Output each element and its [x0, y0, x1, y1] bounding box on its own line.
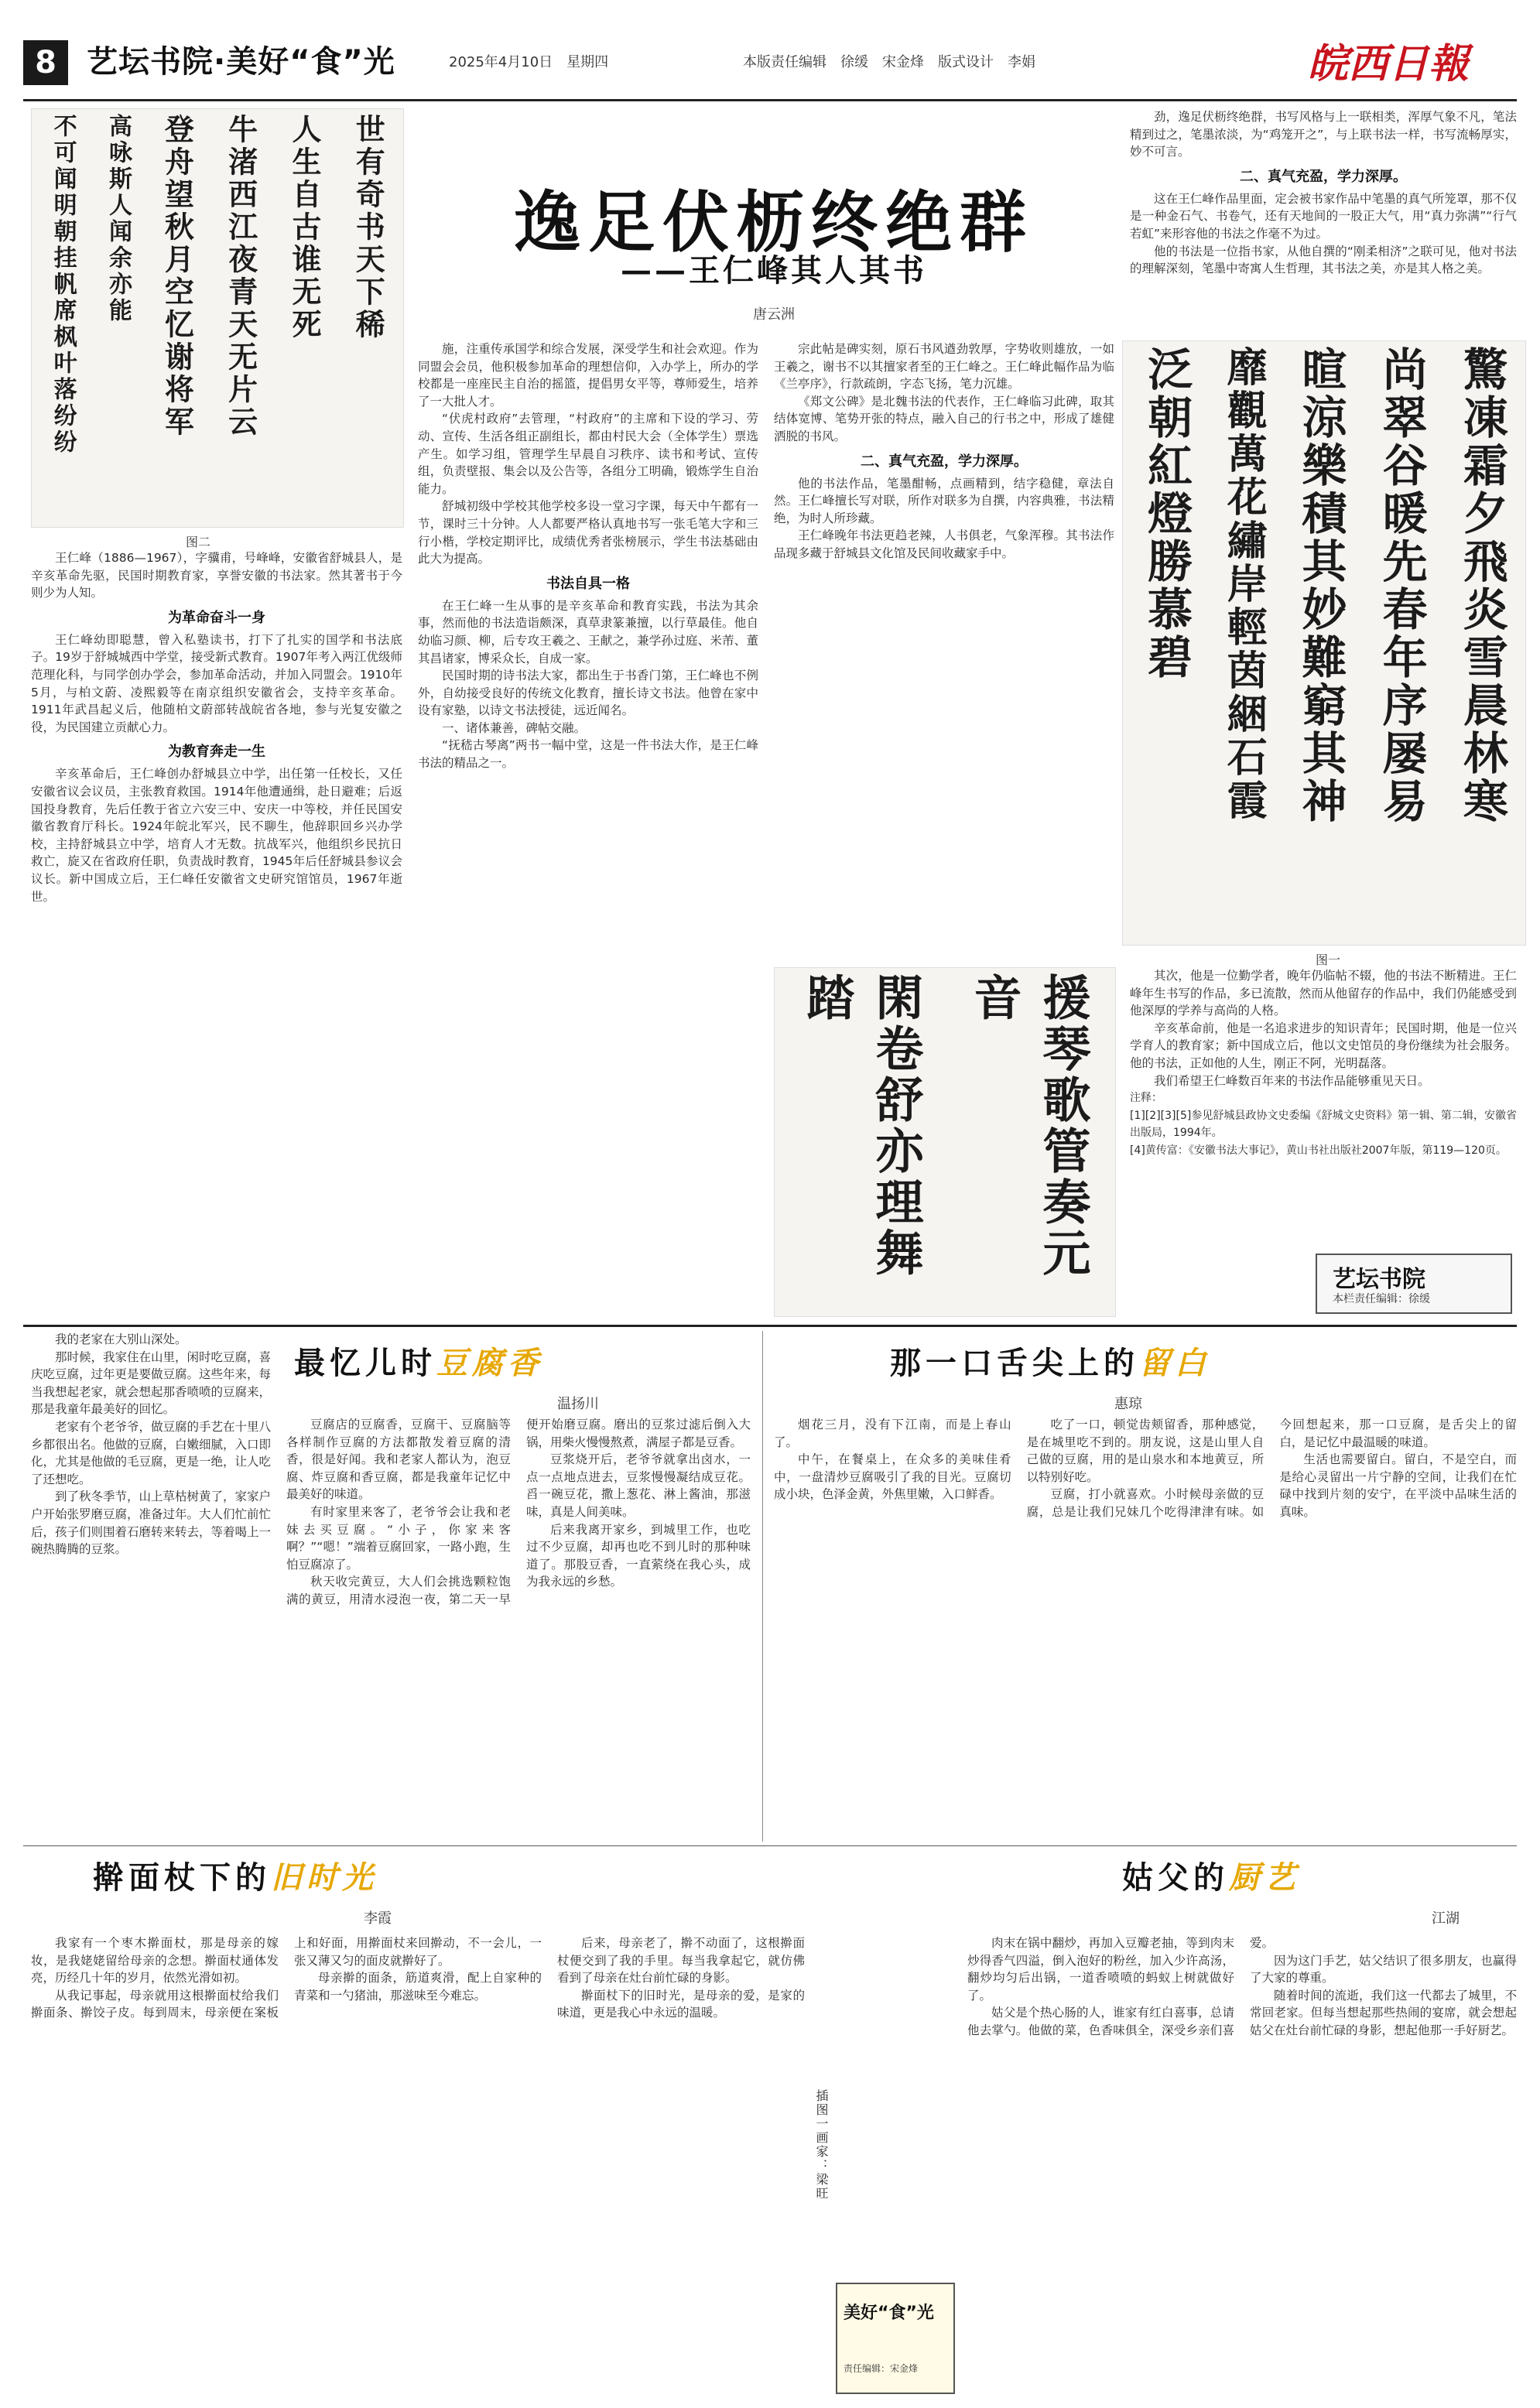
paragraph: 我们希望王仁峰数百年来的书法作品能够重见天日。 [1154, 1073, 1430, 1088]
paragraph: 《郑文公碑》是北魏书法的代表作，王仁峰临习此碑，取其结体宽博、笔势开张的特点，融入自己的行书之中，形成了雄健洒脱的书风。 [774, 394, 1114, 443]
article-2-body [774, 1416, 1517, 1834]
calli-line: 牛渚西江夜青天无片云 [223, 114, 258, 439]
paragraph: 他的书法是一位指书家，从他自撰的“刚柔相济”之联可见，他对书法的理解深刻，笔墨中寄寓人生哲理，其书法之美，亦是其人格之美。 [1130, 244, 1517, 276]
paragraph: 其次，他是一位勤学者，晚年仍临帖不辍，他的书法不断精进。王仁峰年生书写的作品，多已流散，然而从他留存的作品中，我们仍能感受到他深厚的学养与高尚的人格。 [1130, 969, 1517, 1018]
article-1-title-highlight: 豆腐香 [436, 1345, 543, 1381]
article-1-title [294, 1339, 543, 1383]
paragraph: 从我记事起，母亲就用这根擀面杖给我们擀面条、擀饺子皮。每到周末，母亲便在案板上和好面，用擀面杖来回擀动，不一会儿，一张又薄又匀的面皮就擀好了。 [31, 1936, 542, 2020]
article-3-title-highlight: 旧时光 [271, 1859, 378, 1896]
paragraph: 舒城初级中学校其他学校多设一堂习字课，每天中午都有一节，课时三十分钟。人人都要严格认真地书写一张毛笔大字和三行小楷，学校定期评比，成绩优秀者张榜展示，学生书法基础由此大为提高。 [418, 499, 758, 566]
article-2-title [890, 1339, 1210, 1383]
paragraph: 随着时间的流逝，我们这一代都去了城里，不常回老家。但每当想起那些热闹的宴席，就会想起姑父在灶台前忙碌的身影，想起他那一手好厨艺。 [1250, 1988, 1517, 2037]
calli-line: 人生自古谁无死 [286, 114, 322, 341]
article-4-body [967, 1934, 1517, 2391]
paragraph: 擀面杖下的旧时光，是母亲的爱，是家的味道，更是我心中永远的温暖。 [557, 1988, 805, 2020]
paragraph: 母亲擀的面条，筋道爽滑，配上自家种的青菜和一勺猪油，那滋味至今难忘。 [294, 1971, 542, 2003]
section-divider [23, 1325, 1517, 1327]
calli-line: 驚凍霜夕飛炎雪晨林寒 [1455, 346, 1508, 826]
paragraph: 辛亥革命前，他是一名追求进步的知识青年；民国时期，他是一位兴学育人的教育家；新中国成立后，他以文史馆员的身份继续为社会服务。他的书法，正如他的人生，刚正不阿，光明磊落。 [1130, 1021, 1517, 1070]
feature-author: 唐云洲 [753, 306, 795, 323]
figure-caption: 图一 [1316, 953, 1341, 967]
feature-col-3 [774, 340, 1114, 959]
paragraph: 王仁峰幼即聪慧，曾入私塾读书，打下了扎实的国学和书法底子。19岁于舒城城西中学堂，接受新式教育。1907年考入两江优级师范理化科，与同学创办学会，参加革命活动，并加入同盟会。1910年5月，与柏文蔚、凌熙毅等在南京组织安徽省会，支持辛亥革命。1911年武昌起义后，他随柏文蔚部转战皖省各地，参与光复安徽之役，为民国建立贡献心力。 [31, 632, 402, 734]
calli-line: 登舟望秋月空忆谢将军 [159, 114, 195, 439]
calligraphy-columns [32, 109, 403, 527]
calli-line: 世有奇书天下稀 [351, 114, 386, 341]
editors-line: 本版责任编辑 徐缓 宋金烽 版式设计 李娟 [743, 54, 1035, 70]
article-3-title [93, 1853, 378, 1897]
article-3-title-text: 擀面杖下的 [93, 1860, 271, 1896]
paragraph: “伏虎村政府”去管理，“村政府”的主席和下设的学习、劳动、宣传、生活各组正副组长，都由村民大会（全体学生）票选产生。如学习组，管理学生早晨自习秩序、读书和考试、宣传组，负责壁报、集会以及公告等，各组分工明确，锻炼学生自治能力。 [418, 412, 758, 496]
paragraph: 到了秋冬季节，山上草枯树黄了，家家户户开始张罗磨豆腐，准备过年。大人们忙前忙后，孩子们则围着石磨转来转去，等着喝上一碗热腾腾的豆浆。 [31, 1490, 271, 1557]
calli-line: 不可闻明朝挂帆席枫叶落纷纷 [49, 114, 77, 456]
feature-col-1 [31, 549, 402, 1315]
paragraph: 中午，在餐桌上，在众多的美味佳肴中，一盘清炒豆腐吸引了我的目光。豆腐切成小块，色泽金黄，外焦里嫩，入口鲜香。 [774, 1452, 1011, 1502]
column-logo-box [1316, 1254, 1512, 1314]
article-3-byline: 李霞 [364, 1910, 392, 1927]
calli-line: 暄涼樂積其妙難窮其神 [1294, 346, 1347, 826]
paragraph: 宗此帖是碑实刻，原石书风遒劲敦厚，字势收则雄放，一如王羲之，谢书不以其擅家者至的王仁峰之。王仁峰此幅作品为临《兰亭序》，行款疏朗，字态飞扬，笔力沉雄。 [774, 342, 1114, 392]
calli-line: 閑卷舒亦理舞踏 [799, 973, 924, 1279]
feature-col-4-top [1130, 108, 1517, 340]
calligraphy-figure-1 [1122, 340, 1526, 946]
notes-title: 注释： [1130, 1092, 1162, 1105]
paragraph: 他的书法作品，笔墨酣畅，点画精到，结字稳健，章法自然。王仁峰擅长写对联，所作对联多为自撰，内容典雅，书法精绝，为时人所珍藏。 [774, 476, 1114, 525]
note: [4]黄传富：《安徽书法大事记》，黄山书社出版社2007年版，第119—120页。 [1130, 1144, 1507, 1157]
section-divider [23, 1845, 1517, 1846]
paragraph: 我家有一个枣木擀面杖，那是母亲的嫁妆，是我姥姥留给母亲的念想。擀面杖通体发亮，历经几十年的岁月，依然光滑如初。 [31, 1936, 279, 1986]
paragraph: 后来，母亲老了，擀不动面了，这根擀面杖便交到了我的手里。每当我拿起它，就仿佛看到了母亲在灶台前忙碌的身影。 [557, 1936, 805, 1986]
column-editor: 本栏责任编辑：徐缓 [1333, 1293, 1430, 1305]
calligraphy-columns [775, 968, 1115, 1316]
feature-title: 逸足伏枥终绝群 [514, 183, 1034, 262]
feature-col-4-bottom [1130, 967, 1517, 1223]
article-4-title-highlight: 厨艺 [1229, 1859, 1300, 1896]
paragraph: 民国时期的诗书法大家，都出生于书香门第，王仁峰也不例外，自幼接受良好的传统文化教育，擅长诗文书法。他曾在家中设有家塾，以诗文书法授徒，远近闻名。 [418, 669, 758, 718]
column-box [836, 2283, 955, 2394]
paragraph: 豆腐店的豆腐香，豆腐干、豆腐脑等各样制作豆腐的方法都散发着豆腐的清香，很是好闻。我和老家人都认为，泡豆腐、炸豆腐和香豆腐，都是我童年记忆中最美好的味道。 [286, 1418, 511, 1502]
article-2-title-highlight: 留白 [1139, 1345, 1210, 1381]
section-title: 艺坛书院·美好“食”光 [87, 44, 395, 80]
section-heading: 二、真气充盈，学力深厚。 [861, 453, 1028, 470]
section-heading: 书法自具一格 [546, 575, 630, 592]
section-heading: 二、真气充盈，学力深厚。 [1240, 168, 1407, 185]
page-number: 8 [23, 40, 68, 85]
article-1-body [286, 1416, 751, 1834]
paragraph: 吃了一口，顿觉齿颊留香，那种感觉，是在城里吃不到的。朋友说，这是山里人自己做的豆腐，用的是山泉水和本地黄豆，所以特别好吃。 [1026, 1418, 1265, 1484]
article-4-title [1122, 1853, 1300, 1897]
header-rule [23, 99, 1517, 101]
paragraph: 一、诸体兼善，碑帖交融。 [442, 720, 587, 735]
paragraph: 秋天收完黄豆，大人们会挑选颗粒饱满的黄豆，用清水浸泡一夜，第二天一早便开始磨豆腐。磨出的豆浆过滤后倒入大锅，用柴火慢慢熬煮，满屋子都是豆香。 [286, 1418, 751, 1606]
paragraph: 那时候，我家住在山里，闲时吃豆腐，喜庆吃豆腐，过年更是要做豆腐。这些年来，每当我想起老家，就会想起那香喷喷的豆腐来，那是我童年最美好的回忆。 [31, 1349, 271, 1417]
paragraph: 我的老家在大别山深处。 [55, 1332, 187, 1346]
column-rule [762, 1331, 763, 1842]
article-3-body [31, 1934, 805, 2391]
article-4-byline: 江湖 [1432, 1910, 1460, 1927]
paragraph: 生活也需要留白。留白，不是空白，而是给心灵留出一片宁静的空间，让我们在忙碌中找到片刻的安宁，在平淡中品味生活的真味。 [1279, 1452, 1517, 1519]
section-heading: 为革命奋斗一身 [168, 609, 265, 626]
intro-column [31, 1331, 271, 1834]
paragraph: “抚嵇古琴离”两书一幅中堂，这是一件书法大作，是王仁峰书法的精品之一。 [418, 738, 758, 771]
newspaper-logo: 皖西日報 [1308, 40, 1470, 87]
paragraph: 劲，逸足伏枥终绝群，书写风格与上一联相类，浑厚气象不凡，笔法精到过之，笔墨浓淡，为“鸡笼开之”，与上联书法一样，书写流畅厚实，妙不可言。 [1130, 110, 1517, 159]
feature-col-2 [418, 340, 758, 1315]
paragraph: 在王仁峰一生从事的是辛亥革命和教育实践，书法为其余事，然而他的书法造诣颇深，真草隶篆兼擅，以行草最佳。他自幼临习颜、柳，后专攻王羲之、王献之，兼学孙过庭、米芾、董其昌诸家，博采众长，自成一家。 [418, 598, 758, 665]
paragraph: 肉末在锅中翻炒，再加入豆瓣老抽，等到肉末炒得香气四溢，倒入泡好的粉丝，加入少许高汤，翻炒均匀后出锅，一道香喷喷的蚂蚁上树就做好了。 [967, 1936, 1234, 2003]
figure-caption: 图二 [186, 535, 211, 549]
calligraphy-figure-2 [31, 108, 404, 528]
paragraph: 辛亥革命后，王仁峰创办舒城县立中学，出任第一任校长，又任安徽省议会议员，主张教育救国。1914年他遭通缉，赴日避难；后返国投身教育，先后任教于省立六安三中、安庆一中等校，并任民国安徽省教育厅科长。1924年皖北军兴，民不聊生，他辞职回乡兴办学校，主持舒城县立中学，培育人才无数。抗战军兴，他组织乡民抗日救亡，旋又在省政府任职，负责战时教育，1945年后任舒城县参议会议长。新中国成立后，王仁峰任安徽省文史研究馆馆员，1967年逝世。 [31, 767, 402, 904]
paragraph: 烟花三月，没有下江南，而是上春山了。 [774, 1418, 1011, 1449]
paragraph: 施，注重传承国学和综合发展，深受学生和社会欢迎。作为同盟会会员，他积极参加革命的理想信仰，入办学上，所办的学校都是一座座民主自治的摇篮，提倡男女平等，尊师爱生，培养了一大批人才。 [418, 342, 758, 409]
paragraph: 姑父是个热心肠的人，谁家有红白喜事，总请他去掌勺。他做的菜，色香味俱全，深受乡亲们喜爱。 [967, 1936, 1275, 2037]
calli-line: 援琴歌管奏元音 [966, 973, 1091, 1279]
paragraph: 老家有个老爷爷，做豆腐的手艺在十里八乡都很出名。他做的豆腐，白嫩细腻，入口即化，尤其是他做的毛豆腐，更是一绝，让人吃了还想吃。 [31, 1419, 271, 1486]
column-box-editor: 责任编辑：宋金烽 [844, 2363, 919, 2374]
article-2-byline: 惠琼 [1114, 1396, 1142, 1412]
article-1-byline: 温扬川 [557, 1396, 599, 1412]
paragraph: 王仁峰晚年书法更趋老辣，人书俱老，气象浑穆。其书法作品现多藏于舒城县文化馆及民间收藏家手中。 [774, 528, 1114, 560]
paragraph: 因为这门手艺，姑父结识了很多朋友，也赢得了大家的尊重。 [1250, 1953, 1517, 1986]
paragraph: 有时家里来客了，老爷爷会让我和老妹去买豆腐。“小子，你家来客啊？”“嗯！”端着豆腐回家，一路小跑，生怕豆腐凉了。 [286, 1504, 511, 1572]
article-4-title-text: 姑父的 [1122, 1860, 1229, 1896]
illustration-credit: 插图一画家：梁旺 [814, 2089, 829, 2201]
note: [1][2][3][5]参见舒城县政协文史委编《舒城文史资料》第一辑、第二辑，安徽省出版局，1994年。 [1130, 1109, 1517, 1140]
article-2-title-text: 那一口舌尖上的 [890, 1346, 1139, 1381]
calli-line: 高咏斯人闻余亦能 [104, 114, 132, 324]
column-logo: 艺坛书院 [1333, 1266, 1425, 1293]
calligraphy-figure-3 [774, 967, 1116, 1317]
section-heading: 为教育奔走一生 [168, 744, 265, 761]
paragraph: 豆腐，打小就喜欢。小时候母亲做的豆腐，总是让我们兄妹几个吃得津津有味。如今回想起来，那一口豆腐，是舌尖上的留白，是记忆中最温暖的味道。 [1026, 1418, 1517, 1519]
paragraph: 后来我离开家乡，到城里工作，也吃过不少豆腐，却再也吃不到儿时的那种味道了。那股豆香，一直萦绕在我心头，成为我永远的乡愁。 [526, 1522, 751, 1589]
calli-line: 泛朝紅燈勝慕碧 [1140, 346, 1193, 682]
calli-line: 靡觀萬花繡岸輕茵綑石霞 [1220, 346, 1268, 823]
feature-subtitle: ——王仁峰其人其书 [621, 252, 927, 289]
paragraph: 王仁峰（1886—1967），字骥甫，号峰峰，安徽省舒城县人，是辛亥革命先驱，民国时期教育家，享誉安徽的书法家。然其著书于今则少为人知。 [31, 551, 402, 600]
column-box-title: 美好“食”光 [844, 2304, 934, 2323]
article-1-title-text: 最忆儿时 [294, 1346, 436, 1381]
calligraphy-columns [1123, 341, 1525, 945]
paragraph: 这在王仁峰作品里面，定会被书家作品中笔墨的真气所笼罩，那不仅是一种金石气、书卷气，还有天地间的一股正大气，用“真力弥满”“行气若虹”来形容他的书法之作毫不为过。 [1130, 191, 1517, 241]
paragraph: 豆浆烧开后，老爷爷就拿出卤水，一点一点地点进去，豆浆慢慢凝结成豆花。舀一碗豆花，撒上葱花、淋上酱油，那滋味，真是人间美味。 [526, 1452, 751, 1519]
calli-line: 尚翠谷暖先春年序屡易 [1374, 346, 1428, 826]
issue-date: 2025年4月10日 星期四 [449, 54, 609, 70]
